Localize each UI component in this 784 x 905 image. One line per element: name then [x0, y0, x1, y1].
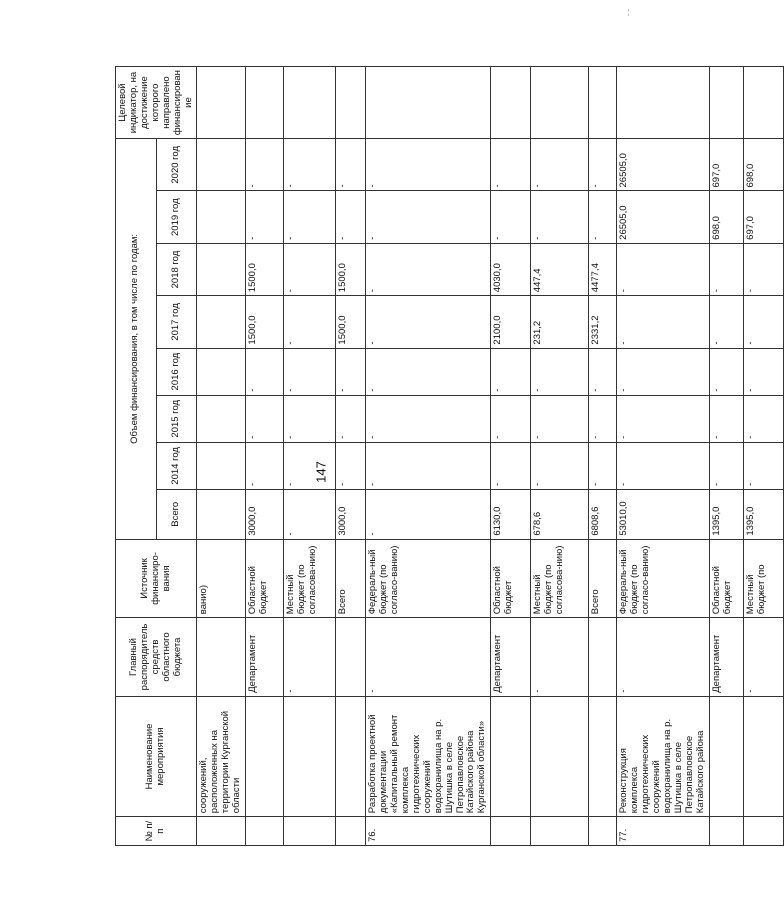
row-value: 26505,0: [617, 191, 709, 243]
row-distributor: [589, 618, 617, 697]
row-value: -: [491, 348, 531, 395]
row-source: Областной бюджет: [246, 539, 284, 618]
header-source: Источник финансиро-вания: [116, 539, 197, 618]
row-indicator: [491, 67, 531, 139]
table-row: [617, 67, 709, 846]
row-value: 231,2: [531, 296, 589, 348]
row-value: -: [531, 191, 589, 243]
row-number: 77.: [617, 817, 709, 846]
row-value: [197, 395, 246, 442]
row-total: 53010,0: [617, 489, 709, 539]
row-source: Местный бюджет (по согласова-нию): [531, 539, 589, 618]
row-distributor: -: [531, 618, 589, 697]
row-value: -: [336, 442, 366, 489]
header-distributor: Главный распорядитель средств областного бюджета: [116, 618, 197, 697]
row-total: 678,6: [531, 489, 589, 539]
financing-table-rotated: [115, 66, 767, 846]
row-number: 76.: [366, 817, 491, 846]
row-value: -: [284, 191, 336, 243]
row-source: Федераль-ный бюджет (по согласо-ванию): [617, 539, 709, 618]
row-value: -: [709, 243, 743, 295]
row-value: 697,0: [743, 191, 783, 243]
corner-mark: - -: [623, 8, 633, 17]
row-source: Областной бюджет: [709, 539, 743, 618]
table-row: [197, 67, 246, 846]
page-number: 147: [313, 461, 329, 483]
row-value: -: [366, 348, 491, 395]
row-indicator: [366, 67, 491, 139]
row-value: -: [284, 348, 336, 395]
row-value: -: [284, 243, 336, 295]
row-value: -: [246, 442, 284, 489]
row-indicator: [589, 67, 617, 139]
row-value: -: [531, 348, 589, 395]
row-value: -: [743, 442, 783, 489]
row-value: -: [531, 139, 589, 191]
row-event-name: Реконструкция комплекса гидротехнических сооружений водохранилища на р. Шутишка в селе Петропавловское Катайского района: [617, 696, 709, 816]
header-year-2016: 2016 год: [156, 348, 197, 395]
row-value: -: [491, 442, 531, 489]
table-row: [709, 67, 743, 846]
table-row: [366, 67, 491, 846]
row-value: [197, 243, 246, 295]
row-value: -: [336, 395, 366, 442]
row-value: -: [617, 296, 709, 348]
row-value: -: [491, 395, 531, 442]
row-value: 1500,0: [336, 296, 366, 348]
row-value: 447,4: [531, 243, 589, 295]
row-value: -: [589, 191, 617, 243]
row-value: -: [743, 296, 783, 348]
row-indicator: [531, 67, 589, 139]
row-value: -: [246, 191, 284, 243]
row-distributor: Департамент: [246, 618, 284, 697]
row-indicator: [743, 67, 783, 139]
row-value: -: [709, 348, 743, 395]
row-source: Всего: [336, 539, 366, 618]
row-value: -: [589, 348, 617, 395]
row-value: 697,0: [709, 139, 743, 191]
row-event-name: [491, 696, 531, 816]
row-total: 1395,0: [709, 489, 743, 539]
row-source: Местный бюджет (по: [743, 539, 783, 618]
row-value: [197, 442, 246, 489]
row-value: -: [531, 395, 589, 442]
header-year-2017: 2017 год: [156, 296, 197, 348]
row-indicator: [197, 67, 246, 139]
row-value: -: [366, 139, 491, 191]
row-number: [743, 817, 783, 846]
row-value: -: [709, 395, 743, 442]
row-indicator: [336, 67, 366, 139]
table-row: [246, 67, 284, 846]
row-value: -: [366, 395, 491, 442]
row-number: [709, 817, 743, 846]
row-value: 2331,2: [589, 296, 617, 348]
row-number: [246, 817, 284, 846]
row-value: 4477,4: [589, 243, 617, 295]
header-name: Наименование мероприятия: [116, 696, 197, 816]
row-number: [336, 817, 366, 846]
header-year-2018: 2018 год: [156, 243, 197, 295]
row-value: -: [336, 348, 366, 395]
row-value: -: [531, 442, 589, 489]
row-value: -: [617, 243, 709, 295]
row-indicator: [709, 67, 743, 139]
row-value: -: [336, 139, 366, 191]
table-row: [336, 67, 366, 846]
row-event-name: [336, 696, 366, 816]
financing-table: [115, 66, 784, 846]
header-year-2020: 2020 год: [156, 139, 197, 191]
row-value: 26505,0: [617, 139, 709, 191]
row-value: -: [589, 442, 617, 489]
row-total: 6130,0: [491, 489, 531, 539]
row-value: -: [366, 243, 491, 295]
header-year-2014: 2014 год: [156, 442, 197, 489]
header-indicator: Целевой индикатор, на достижение которого направлено финансирование: [116, 67, 197, 139]
row-distributor: -: [284, 618, 336, 697]
row-total: -: [284, 489, 336, 539]
row-source: Федераль-ный бюджет (по согласо-ванию): [366, 539, 491, 618]
row-total: 3000,0: [246, 489, 284, 539]
row-value: -: [617, 442, 709, 489]
row-source: Областной бюджет: [491, 539, 531, 618]
row-source: Местный бюджет (по согласова-нию): [284, 539, 336, 618]
row-total: 6808,6: [589, 489, 617, 539]
row-value: -: [709, 442, 743, 489]
row-value: 1500,0: [246, 296, 284, 348]
row-event-name: [284, 696, 336, 816]
row-value: -: [336, 191, 366, 243]
row-event-name: [246, 696, 284, 816]
row-value: -: [366, 191, 491, 243]
table-row: [491, 67, 531, 846]
row-value: -: [284, 139, 336, 191]
table-row: [589, 67, 617, 846]
row-distributor: -: [366, 618, 491, 697]
row-value: [197, 296, 246, 348]
row-value: 698,0: [743, 139, 783, 191]
row-event-name: [743, 696, 783, 816]
header-total: Всего: [156, 489, 197, 539]
row-number: [197, 817, 246, 846]
row-value: -: [617, 348, 709, 395]
row-value: -: [491, 191, 531, 243]
header-year-2019: 2019 год: [156, 191, 197, 243]
row-event-name: [531, 696, 589, 816]
row-value: -: [589, 139, 617, 191]
row-value: 1500,0: [336, 243, 366, 295]
row-event-name: [709, 696, 743, 816]
row-distributor: Департамент: [709, 618, 743, 697]
row-value: -: [246, 139, 284, 191]
row-value: 1500,0: [246, 243, 284, 295]
row-value: [197, 348, 246, 395]
row-distributor: -: [617, 618, 709, 697]
row-distributor: [197, 618, 246, 697]
row-total: 1395,0: [743, 489, 783, 539]
row-value: [197, 139, 246, 191]
row-value: 2100,0: [491, 296, 531, 348]
row-value: 4030,0: [491, 243, 531, 295]
row-value: -: [366, 296, 491, 348]
row-value: -: [246, 395, 284, 442]
row-value: -: [743, 243, 783, 295]
header-volume-group: Объем финансирования, в том числе по годам:: [116, 139, 157, 540]
row-number: [284, 817, 336, 846]
table-body: [197, 67, 783, 846]
row-indicator: [617, 67, 709, 139]
row-value: -: [284, 395, 336, 442]
row-distributor: [336, 618, 366, 697]
row-value: [197, 191, 246, 243]
row-number: [589, 817, 617, 846]
row-value: -: [743, 395, 783, 442]
row-event-name: Разработка проектной документации «Капитальный ремонт комплекса гидротехнических сооружений водохранилища на р. Шутишка в селе Петропавловское Катайского района Курганской области»: [366, 696, 491, 816]
row-value: -: [743, 348, 783, 395]
row-source: Всего: [589, 539, 617, 618]
row-event-name: сооружений, расположенных на территории Курганской области: [197, 696, 246, 816]
row-distributor: Департамент: [491, 618, 531, 697]
row-total: [197, 489, 246, 539]
row-value: -: [246, 348, 284, 395]
row-value: 698,0: [709, 191, 743, 243]
row-indicator: [246, 67, 284, 139]
row-source: ваниo): [197, 539, 246, 618]
row-total: 3000,0: [336, 489, 366, 539]
header-year-2015: 2015 год: [156, 395, 197, 442]
table-row: [743, 67, 783, 846]
row-event-name: [589, 696, 617, 816]
row-value: -: [491, 139, 531, 191]
row-value: -: [284, 296, 336, 348]
row-value: -: [709, 296, 743, 348]
row-distributor: -: [743, 618, 783, 697]
row-number: [531, 817, 589, 846]
row-number: [491, 817, 531, 846]
table-row: [531, 67, 589, 846]
row-value: -: [366, 442, 491, 489]
header-num: № п/п: [116, 817, 197, 846]
row-total: -: [366, 489, 491, 539]
row-indicator: [284, 67, 336, 139]
table-row: [284, 67, 336, 846]
row-value: -: [589, 395, 617, 442]
row-value: -: [284, 442, 336, 489]
row-value: -: [617, 395, 709, 442]
